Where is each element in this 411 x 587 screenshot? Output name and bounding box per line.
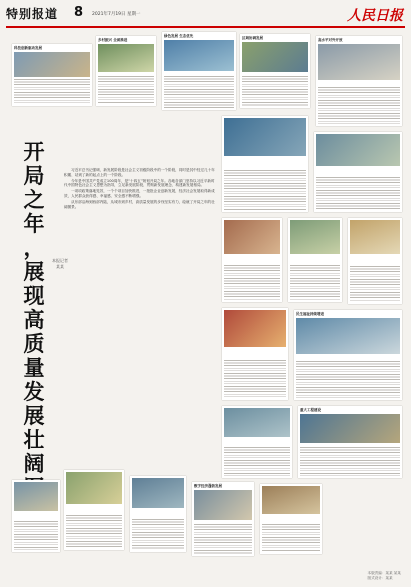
newspaper-clipping: [222, 406, 292, 478]
headline-char: 展: [23, 259, 45, 284]
clipping-photo: [14, 482, 58, 511]
clipping-title: 高水平对外开放: [318, 38, 343, 42]
clipping-photo: [290, 220, 340, 254]
clipping-photo: [98, 44, 154, 72]
newspaper-clipping: [64, 470, 124, 550]
newspaper-clipping: [12, 44, 92, 106]
clipping-photo: [318, 44, 400, 80]
footer-design: 版式设计：某某: [367, 576, 393, 580]
newspaper-clipping: [294, 310, 402, 400]
headline-char: 展: [23, 403, 45, 428]
newspaper-clipping: [314, 132, 402, 212]
page-header: [0, 0, 411, 30]
clipping-photo: [224, 310, 286, 347]
clipping-photo: [242, 42, 308, 72]
clipping-text-lines: [194, 523, 252, 554]
headline-char: 之: [23, 187, 45, 212]
clipping-text-lines: [224, 169, 306, 210]
article-paragraph: 今年是中国共产党成立100周年，是“十四五”规划开局之年。各地各部门坚持以习近平新时代中国特色社会主义思想为指导，立足新发展阶段、贯彻新发展理念、构建新发展格局。: [64, 178, 215, 188]
headline-char: 现: [23, 283, 45, 308]
header-rule: [6, 26, 405, 28]
article-paragraph: 习近平总书记强调，新发展阶段是社会主义初级阶段中的一个阶段，同时是其中经过几十年积累、站到了新的起点上的一个阶段。: [64, 168, 215, 177]
masthead-logo: 人民日报: [347, 8, 403, 24]
headline-char: 量: [23, 355, 45, 380]
clipping-title: 民生福祉持续增进: [296, 312, 324, 316]
newspaper-clipping: [260, 484, 322, 554]
newspaper-clipping: [222, 116, 308, 212]
newspaper-clipping: [348, 218, 402, 304]
clipping-photo: [316, 134, 400, 166]
page-number: 8: [74, 5, 84, 20]
newspaper-clipping: [162, 32, 236, 110]
headline-char: 局: [23, 163, 45, 188]
clipping-text-lines: [98, 75, 154, 105]
clipping-text-lines: [14, 520, 58, 550]
clipping-text-lines: [224, 446, 290, 476]
clipping-text-lines: [318, 86, 400, 125]
clipping-title: 绿色发展 生态优先: [164, 34, 194, 38]
clipping-text-lines: [242, 75, 308, 106]
headline-char: 壮: [23, 427, 45, 452]
newspaper-clipping: [298, 406, 402, 478]
page-footer: [368, 571, 402, 581]
clipping-text-lines: [132, 518, 184, 550]
headline-char: 开: [23, 139, 45, 164]
footer-editors: 本版责编：某某 某某: [367, 571, 401, 575]
newspaper-clipping: [240, 34, 310, 108]
clipping-text-lines: [290, 264, 340, 300]
clipping-photo: [132, 478, 184, 508]
clipping-text-lines: [164, 75, 234, 108]
clipping-text-lines: [296, 360, 400, 399]
clipping-photo: [224, 118, 306, 156]
headline-char: 发: [23, 379, 45, 404]
clipping-photo: [164, 40, 234, 71]
clipping-text-lines: [224, 264, 280, 300]
main-headline: [22, 140, 46, 524]
clipping-text-lines: [66, 514, 122, 548]
clipping-photo: [350, 220, 400, 254]
newspaper-clipping: [130, 476, 186, 552]
newspaper-clipping: [96, 36, 156, 106]
newspaper-clipping: [12, 480, 60, 552]
clipping-photo: [262, 486, 320, 514]
clipping-photo: [224, 220, 280, 254]
clipping-text-lines: [14, 78, 90, 104]
article-paragraph: 从东部沿海到西部内陆，从城市到乡村，高质量发展的步伐坚实有力，绘就了开局之年的壮阔图景。: [64, 199, 215, 209]
clipping-title: 重大工程建设: [300, 408, 321, 412]
newspaper-clipping: [222, 308, 288, 400]
newspaper-clipping: [316, 36, 402, 126]
headline-char: 高: [23, 307, 45, 332]
article-body: [64, 168, 216, 210]
clipping-title: 数字经济蓬勃发展: [194, 484, 222, 488]
clipping-title: 科技创新驱动发展: [14, 46, 42, 50]
article-paragraph: 一项项政策落地见效，一个个项目加快推进，一批批企业创新发展，经济社会发展取得新成效，人民群众获得感、幸福感、安全感不断增强。: [64, 189, 215, 198]
clipping-photo: [300, 414, 400, 443]
newspaper-clipping: [192, 482, 254, 556]
clipping-photo: [14, 52, 90, 77]
clipping-text-lines: [350, 265, 400, 302]
newspaper-clipping: [288, 218, 342, 302]
clipping-title: 区域协调发展: [242, 36, 263, 40]
clipping-text-lines: [262, 523, 320, 553]
headline-char: ，: [23, 235, 45, 260]
clipping-text-lines: [224, 359, 286, 398]
newspaper-clipping: [222, 218, 282, 302]
headline-char: 质: [23, 331, 45, 356]
clipping-photo: [224, 408, 290, 437]
headline-char: 阔: [23, 451, 45, 476]
clipping-photo: [296, 318, 400, 354]
clipping-text-lines: [300, 446, 400, 476]
clipping-photo: [194, 490, 252, 520]
issue-date: 2021年7月19日 星期一: [92, 12, 141, 17]
clipping-photo: [66, 472, 122, 504]
section-title: 特别报道: [6, 7, 59, 21]
headline-char: 年: [23, 211, 45, 236]
byline: 本报记者 某某: [52, 258, 68, 269]
clipping-text-lines: [316, 176, 400, 210]
clipping-title: 乡村振兴 全面推进: [98, 38, 128, 42]
